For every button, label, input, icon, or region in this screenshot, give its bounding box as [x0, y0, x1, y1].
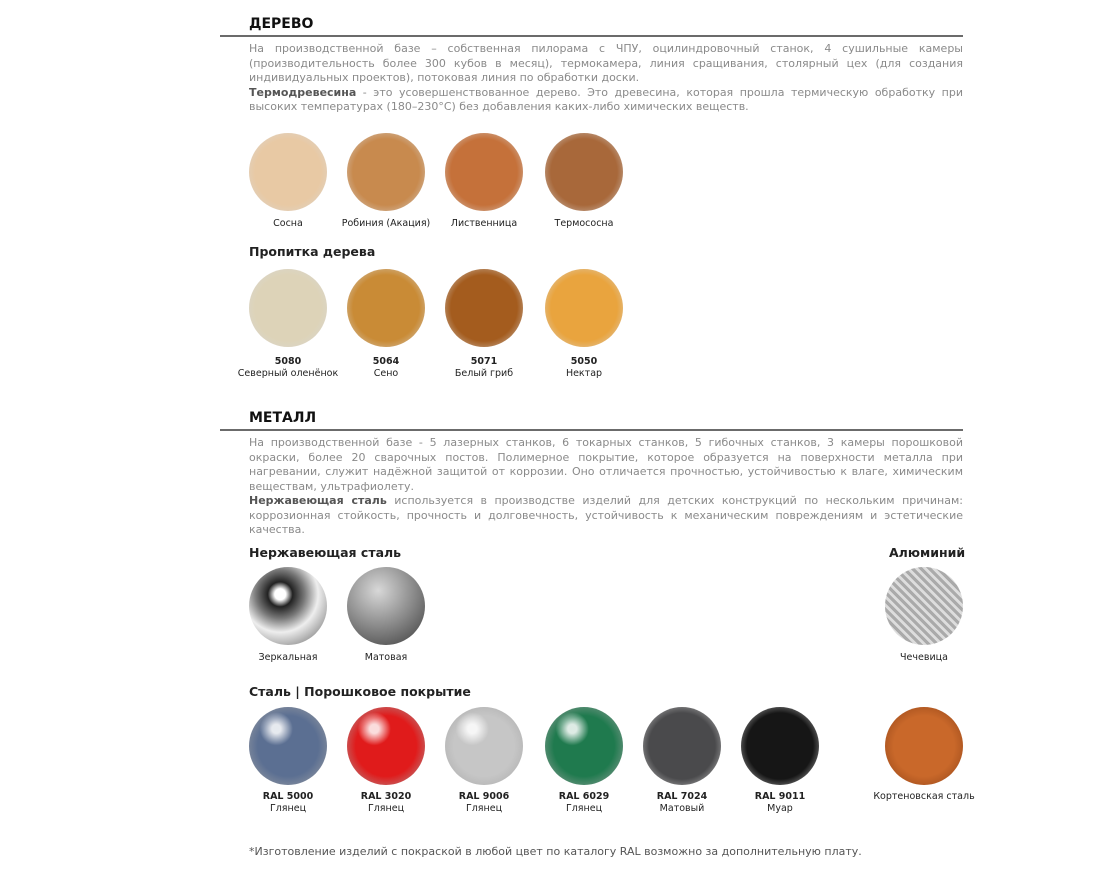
- wood-title: ДЕРЕВО: [249, 16, 314, 32]
- wood-para1: На производственной базе – собственная пилорама с ЧПУ, оцилиндровочный станок, 4 сушильные камеры (производительность более 300 кубов в месяц), термокамера, линия сращивания, столярный цех (для создания индивидуальных проектов), потоковая линия по обработки доски.: [249, 42, 963, 84]
- swatch-wood-1: [347, 133, 425, 211]
- swatch-mirror-steel: [249, 567, 327, 645]
- swatch-label-line: 5050: [570, 356, 598, 367]
- swatch-powder-2: [445, 707, 523, 785]
- swatch-label-line: Северный оленёнок: [237, 368, 339, 379]
- swatch-label-line: RAL 9006: [458, 791, 510, 802]
- swatch-label-line: Сосна: [273, 218, 303, 229]
- swatch-label: [233, 356, 343, 380]
- footnote: *Изготовление изделий с покраской в любой цвет по каталогу RAL возможно за дополнительную плату.: [249, 845, 862, 858]
- swatch-label: [627, 791, 737, 815]
- swatch-label-line: Нектар: [565, 368, 603, 379]
- swatch-matte-steel: [347, 567, 425, 645]
- swatch-label-line: Матовый: [659, 803, 705, 814]
- swatch-label: Матовая: [364, 652, 408, 663]
- swatch-label-line: RAL 9011: [754, 791, 806, 802]
- swatch-label-line: Глянец: [465, 803, 503, 814]
- wood-description: [249, 42, 963, 115]
- swatch-label-line: Глянец: [367, 803, 405, 814]
- metal-para2: [249, 494, 963, 538]
- swatch-label: [529, 791, 639, 815]
- powder-title: Сталь | Порошковое покрытие: [249, 684, 471, 699]
- swatch-label-line: RAL 7024: [656, 791, 708, 802]
- swatch-label-line: Глянец: [565, 803, 603, 814]
- swatch-label: [233, 791, 343, 815]
- swatch-powder-3: [545, 707, 623, 785]
- metal-title: МЕТАЛЛ: [249, 410, 317, 426]
- impregnation-title: Пропитка дерева: [249, 244, 376, 259]
- swatch-label: Чечевица: [900, 652, 948, 663]
- thermowood-text: - это усовершенствованное дерево. Это древесина, которая прошла термическую обработку при высоких температурах (180–230°C) без добавления каких-либо химических веществ.: [249, 85, 963, 113]
- divider: [220, 429, 963, 431]
- swatch-label-line: 5080: [274, 356, 302, 367]
- swatch-impregnation-5071: [445, 269, 523, 347]
- swatch-label-line: Белый гриб: [454, 368, 514, 379]
- swatch-label-line: RAL 6029: [558, 791, 610, 802]
- thermowood-term: Термодревесина: [249, 85, 357, 99]
- swatch-impregnation-5050: [545, 269, 623, 347]
- swatch-wood-3: [545, 133, 623, 211]
- stainless-title: Нержавеющая сталь: [249, 545, 402, 560]
- swatch-impregnation-5080: [249, 269, 327, 347]
- metal-para1: На производственной базе - 5 лазерных станков, 6 токарных станков, 5 гибочных станков, 3 камеры порошковой окраски, более 20 сварочных постов. Полимерное покрытие, которое образуется на поверхности металла при нагревании, служит надёжной защитой от коррозии. Оно отличается прочностью, устойчивостью к влаге, химическим веществам, ультрафиолету.: [249, 436, 963, 493]
- swatch-label: [429, 218, 539, 230]
- stainless-text: используется в производстве изделий для детских конструкций по нескольким причинам: коррозионная стойкость, прочность и долговечность, устойчивость к механическим повреждениям и эстетические качества.: [249, 494, 963, 536]
- swatch-label: [429, 356, 539, 380]
- swatch-label: Зеркальная: [258, 652, 318, 663]
- aluminium-title: Алюминий: [889, 545, 966, 560]
- swatch-label-line: Термососна: [554, 218, 614, 229]
- swatch-powder-4: [643, 707, 721, 785]
- swatch-label: [529, 218, 639, 230]
- swatch-wood-0: [249, 133, 327, 211]
- swatch-wood-2: [445, 133, 523, 211]
- swatch-label-line: Глянец: [269, 803, 307, 814]
- swatch-label: [331, 791, 441, 815]
- wood-para2: [249, 86, 963, 115]
- swatch-label-line: Сено: [373, 368, 399, 379]
- swatch-label-line: 5064: [372, 356, 400, 367]
- swatch-label: [331, 356, 441, 380]
- swatch-label: [529, 356, 639, 380]
- swatch-label: [429, 791, 539, 815]
- swatch-impregnation-5064: [347, 269, 425, 347]
- swatch-label-line: Робиния (Акация): [341, 218, 431, 229]
- swatch-label-line: RAL 3020: [360, 791, 412, 802]
- swatch-powder-5: [741, 707, 819, 785]
- swatch-label: Кортеновская сталь: [873, 791, 975, 802]
- swatch-label: [233, 218, 343, 230]
- swatch-label: [725, 791, 835, 815]
- swatch-corten: [885, 707, 963, 785]
- swatch-label-line: 5071: [470, 356, 498, 367]
- swatch-label-line: RAL 5000: [262, 791, 314, 802]
- metal-description: [249, 436, 963, 538]
- swatch-label: [331, 218, 441, 230]
- swatch-powder-0: [249, 707, 327, 785]
- swatch-label-line: Муар: [767, 803, 793, 814]
- stainless-term: Нержавеющая сталь: [249, 494, 387, 507]
- divider: [220, 35, 963, 37]
- swatch-powder-1: [347, 707, 425, 785]
- swatch-aluminium: [885, 567, 963, 645]
- swatch-label-line: Лиственница: [450, 218, 518, 229]
